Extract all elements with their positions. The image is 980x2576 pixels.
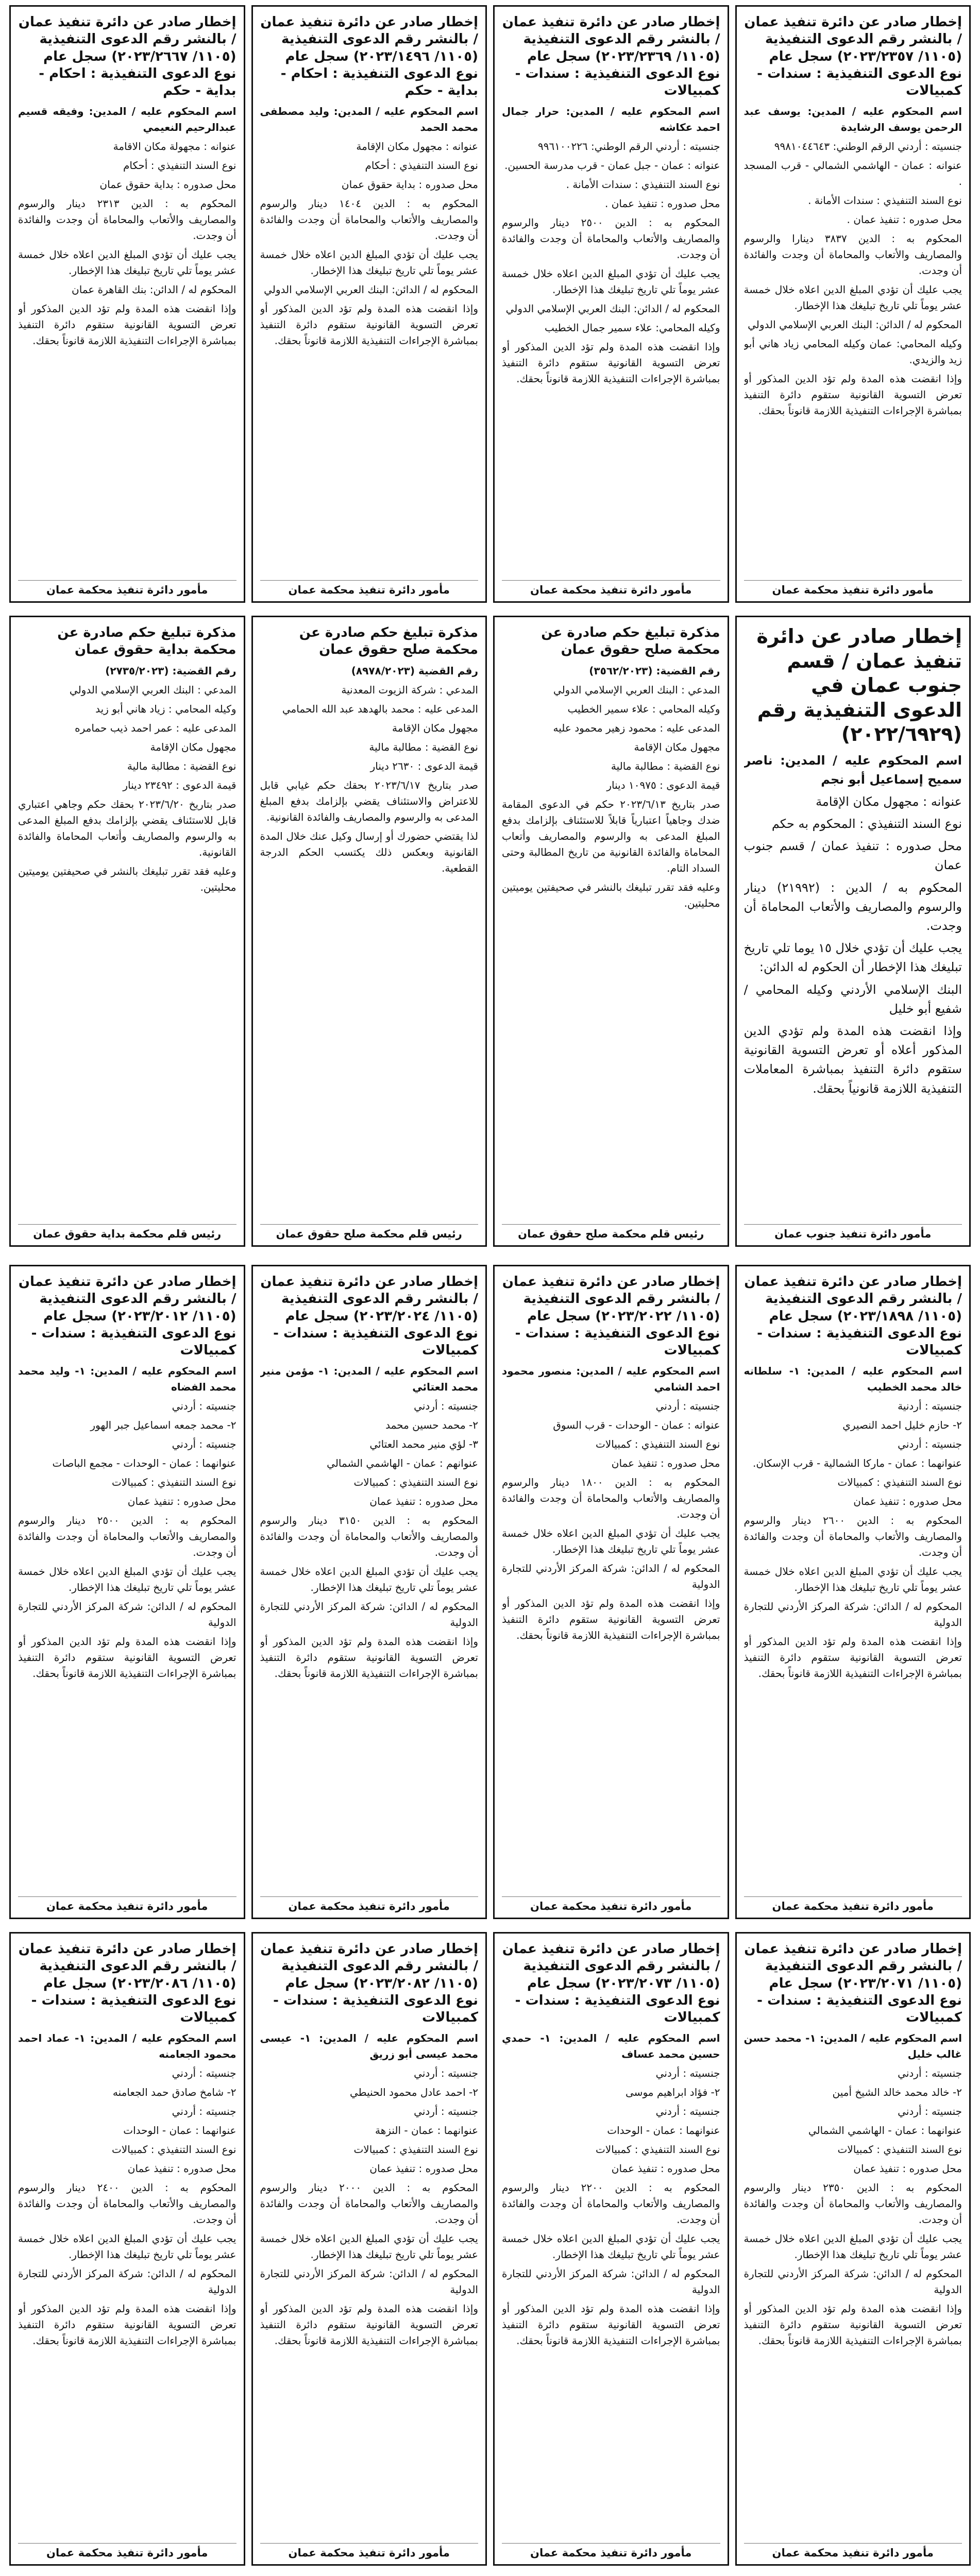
notice-line: جنسيته : أردني: [172, 1438, 236, 1451]
notice-line: المحكوم به : الدين ٣٨٣٧ دينارا والرسوم والمصاريف والأتعاب والمحاماة أن وجدت والفائدة أن وجدت.: [744, 232, 962, 277]
legal-notice: [9, 1932, 245, 2566]
notice-body: [18, 1363, 236, 1892]
legal-notice: [735, 5, 971, 603]
notice-line: يجب عليك أن تؤدي المبلغ الدين اعلاه خلال خمسة عشر يوماً تلي تاريخ تبليغك هذا الإخطار.: [744, 1565, 962, 1594]
notice-line: جنسيته : أردني: [172, 2067, 236, 2080]
notice-line: المحكوم به : الدين ٢٤٠٠ دينار والرسوم والمصاريف والأتعاب والمحاماة أن وجدت والفائدة أن وجدت.: [18, 2181, 236, 2226]
notice-signature: مأمور دائرة تنفيذ محكمة عمان: [18, 580, 236, 596]
notice-line: نوع السند التنفيذي : سندات الأمانة .: [808, 194, 962, 207]
notice-title: مذكرة تبليغ حكم صادرة عن محكمة صلح حقوق عمان: [299, 625, 478, 658]
notice-body: [260, 1363, 479, 1892]
legal-notice: [493, 5, 729, 603]
legal-notice: [9, 1265, 245, 1919]
notice-line: عنوانهم : عمان - الهاشمي الشمالي: [327, 1457, 478, 1470]
notice-line: وإذا انقضت هذه المدة ولم تؤد الدين المذكور أو تعرض التسوية القانونية ستقوم دائرة التنفيذ بمباشرة الإجراءات التنفيذية اللازمة قانوناً بحقك.: [744, 1635, 962, 1680]
notice-line: اسم المحكوم عليه / المدين: منصور محمود احمد الشامي: [502, 1365, 720, 1394]
notice-line: يجب عليك أن تؤدي المبلغ الدين اعلاه خلال خمسة عشر يوماً تلي تاريخ تبليغك هذا الإخطار.: [18, 248, 236, 277]
notice-line: المدعى عليه : عمر احمد ذيب حمامره: [75, 721, 236, 734]
notice-line: المحكوم به / الدين : (٢١٩٩٢) دينار والرسوم والمصاريف والأتعاب المحاماة أن وجدت.: [744, 880, 962, 933]
notice-line: محل صدوره : تنفيذ عمان .: [847, 213, 962, 226]
notice-signature: مأمور دائرة تنفيذ محكمة عمان: [744, 580, 962, 596]
notice-line: يجب عليك أن تؤدي المبلغ الدين اعلاه خلال خمسة عشر يوماً تلي تاريخ تبليغك هذا الإخطار.: [260, 248, 478, 277]
notice-line: جنسيته : أردني: [414, 2067, 478, 2080]
notice-line: صدر بتاريخ ٢٠٢٣/٦/١٧ بحقك حكم غيابي قابل للاعتراض والاستئناف يقضي بإلزامك بدفع المبلغ المدعى به والرسوم والمصاريف والفائدة القانونية.: [260, 778, 478, 823]
notice-line: المحكوم له / الدائن: شركة المركز الأردني للتجارة الدولية: [260, 2267, 478, 2296]
notice-line: وإذا انقضت هذه المدة ولم تؤد الدين المذكور أو تعرض التسوية القانونية ستقوم دائرة التنفيذ بمباشرة الإجراءات التنفيذية اللازمة قانوناً بحقك.: [502, 2302, 720, 2347]
notice-body: [502, 104, 720, 576]
notice-line: اسم المحكوم عليه / المدين: ١- سلطانه خالد محمد الخطيب: [744, 1365, 962, 1394]
notice-body: [744, 104, 962, 576]
notice-line: يجب عليك أن تؤدي المبلغ الدين اعلاه خلال خمسة عشر يوماً تلي تاريخ تبليغك هذا الإخطار.: [260, 2232, 478, 2261]
notice-line: وكيله المحامي : علاء سمير الخطيب: [567, 702, 720, 715]
legal-notice: [493, 1265, 729, 1919]
notice-line: عنوانهما : عمان - النزهة: [375, 2124, 478, 2137]
notice-body: [18, 104, 236, 576]
notice-title: مذكرة تبليغ حكم صادرة عن محكمة صلح حقوق عمان: [541, 625, 720, 658]
notice-line: يجب عليك أن تؤدي المبلغ الدين اعلاه خلال خمسة عشر يوماً تلي تاريخ تبليغك هذا الإخطار.: [18, 2232, 236, 2261]
notice-line: نوع القضية : مطالبة مالية: [369, 740, 478, 753]
notice-line: المدعي : البنك العربي الإسلامي الدولي: [553, 683, 720, 696]
notice-line: مجهول مكان الإقامة: [392, 721, 478, 734]
notice-line: نوع السند التنفيذي : كمبيالات: [111, 2143, 236, 2156]
notice-line: اسم المحكوم عليه / المدين: ١- عماد احمد محمود الجعامنه: [18, 2032, 236, 2061]
legal-notice: [735, 616, 971, 1247]
notice-signature: رئيس قلم محكمة صلح حقوق عمان: [260, 1224, 479, 1240]
notice-line: المدعي : شركة الزيوت المعدنية: [341, 683, 478, 696]
notice-title: إخطار صادر عن دائرة تنفيذ عمان / بالنشر رقم الدعوى التنفيذية (١١٠٥/ ٢٠٢٣/١٤٩٦) سجل عام نوع الدعوى التنفيذية : احكام - بداية - حكم: [260, 14, 478, 99]
notice-line: جنسيته : أردني: [898, 2105, 962, 2118]
notice-body: [502, 663, 720, 1220]
notice-line: نوع السند التنفيذي : المحكوم به حكم: [771, 817, 962, 832]
notice-body: [502, 1363, 720, 1892]
notice-line: اسم المحكوم عليه / المدين: ١- حمدي حسين محمد عساف: [502, 2032, 720, 2061]
notice-title: إخطار صادر عن دائرة تنفيذ عمان / بالنشر رقم الدعوى التنفيذية (١١٠٥/ ٢٠٢٣/٢٠٢٤) سجل عام نوع الدعوى التنفيذية : سندات - كمبيالات: [260, 1274, 478, 1359]
notice-line: نوع القضية : مطالبة مالية: [611, 759, 720, 772]
notice-line: عنوانه : مجهول مكان الإقامة: [816, 794, 962, 809]
notice-line: محل صدوره : تنفيذ عمان: [853, 2162, 962, 2175]
notice-line: جنسيته : أردني: [172, 2105, 236, 2118]
legal-notice: [735, 1265, 971, 1919]
notices-row-4: [9, 1932, 971, 2566]
notice-line: المحكوم به : الدين ١٨٠٠ دينار والرسوم والمصاريف والأتعاب والمحاماة أن وجدت والفائدة أن وجدت.: [502, 1476, 720, 1521]
notice-line: عنوانه : عمان - جبل عمان - قرب مدرسة الحسين.: [504, 159, 720, 172]
notice-signature: مأمور دائرة تنفيذ محكمة عمان: [260, 1896, 479, 1912]
notice-line: نوع السند التنفيذي : سندات الأمانة .: [566, 178, 720, 191]
notice-line: وعليه فقد تقرر تبليغك بالنشر في صحيفتين يوميتين محليتين.: [18, 865, 236, 893]
notice-title: إخطار صادر عن دائرة تنفيذ عمان / بالنشر رقم الدعوى التنفيذية (١١٠٥/ ٢٠٢٣/٢٣٥٧) سجل عام نوع الدعوى التنفيذية : سندات - كمبيالات: [744, 14, 962, 99]
notice-line: عنوانهما : عمان - الوحدات - مجمع الباصات: [52, 1457, 236, 1470]
notice-line: يجب عليك أن تؤدي المبلغ الدين اعلاه خلال خمسة عشر يوماً تلي تاريخ تبليغك هذا الإخطار.: [744, 2232, 962, 2261]
notice-line: ٢- محمد جمعه اسماعيل جبر الهور: [90, 1419, 236, 1432]
notice-line: وإذا انقضت هذه المدة ولم تؤد الدين المذكور أو تعرض التسوية القانونية ستقوم دائرة التنفيذ بمباشرة الإجراءات التنفيذية اللازمة قانوناً بحقك.: [18, 302, 236, 347]
notice-line: المحكوم به : الدين ٢٠٠٠ دينار والرسوم والمصاريف والأتعاب والمحاماة أن وجدت والفائدة أن وجدت.: [260, 2181, 478, 2226]
notice-line: ٣- لؤي منير محمد العتائي: [369, 1438, 478, 1451]
notice-line: المحكوم له / الدائن: البنك العربي الإسلامي الدولي: [748, 318, 962, 331]
notice-line: محل صدوره : تنفيذ عمان: [127, 2162, 236, 2175]
notice-line: محل صدوره : تنفيذ عمان: [611, 1457, 720, 1470]
notice-line: نوع السند التنفيذي : كمبيالات: [353, 2143, 478, 2156]
notices-row-1: [9, 5, 971, 603]
legal-notice: [493, 616, 729, 1247]
notice-body: [18, 663, 236, 1220]
notice-line: وإذا انقضت هذه المدة ولم تؤد الدين المذكور أو تعرض التسوية القانونية ستقوم دائرة التنفيذ بمباشرة الإجراءات التنفيذية اللازمة قانوناً بحقك.: [18, 2302, 236, 2347]
notice-line: قيمة الدعوى : ٢٦٣٠ دينار: [370, 759, 478, 772]
notice-line: يجب عليك أن تؤدي المبلغ الدين اعلاه خلال خمسة عشر يوماً تلي تاريخ تبليغك هذا الإخطار.: [502, 1527, 720, 1556]
notice-line: وإذا انقضت هذه المدة ولم تؤد الدين المذكور أو تعرض التسوية القانونية ستقوم دائرة التنفيذ بمباشرة الإجراءات التنفيذية اللازمة قانوناً بحقك.: [260, 302, 478, 347]
notice-body: [502, 2030, 720, 2539]
notice-line: نوع السند التنفيذي : أحكام: [365, 159, 478, 172]
notice-signature: رئيس قلم محكمة صلح حقوق عمان: [502, 1224, 720, 1240]
notice-line: ٢- حازم خليل احمد النصيري: [842, 1419, 962, 1432]
notice-line: المحكوم به : الدين ٢٦٠٠ دينار والرسوم والمصاريف والأتعاب والمحاماة أن وجدت والفائدة أن وجدت.: [744, 1514, 962, 1559]
notice-signature: مأمور دائرة تنفيذ محكمة عمان: [18, 2543, 236, 2559]
notice-line: المدعي : البنك العربي الإسلامي الدولي: [69, 683, 236, 696]
notice-body: [744, 2030, 962, 2539]
notice-line: وكيله المحامي: علاء سمير جمال الخطيب: [544, 321, 720, 334]
notice-title: إخطار صادر عن دائرة تنفيذ عمان / قسم جنوب عمان في الدعوى التنفيذية رقم (٢٠٢٢/٦٩٢٩): [756, 625, 962, 745]
notice-line: جنسيته : أردنية: [898, 1400, 962, 1413]
notice-line: صدر بتاريخ ٢٠٢٣/٦/١٣ حكم في الدعوى المقامة ضدك وجاهياً اعتبارياً قابلاً للاستئناف بإلزامك بدفع المبلغ المدعى به والرسوم والمصاريف وأتعاب المحاماة والفائدة القانونية من تاريخ المطالبة وحتى السداد التام.: [502, 798, 720, 874]
notice-line: المحكوم به : الدين ٢٥٠٠ دينار والرسوم والمصاريف والأتعاب والمحاماة أن وجدت والفائدة أن وجدت.: [18, 1514, 236, 1559]
newspaper-page: [9, 5, 971, 2576]
notice-line: نوع السند التنفيذي : كمبيالات: [837, 1476, 962, 1489]
notice-title: إخطار صادر عن دائرة تنفيذ عمان / بالنشر رقم الدعوى التنفيذية (١١٠٥/ ٢٠٢٣/٢٠١٢) سجل عام نوع الدعوى التنفيذية : سندات - كمبيالات: [18, 1274, 236, 1359]
notice-body: [744, 751, 962, 1221]
notice-line: محل صدوره : تنفيذ عمان: [853, 1495, 962, 1508]
notice-line: وإذا انقضت هذه المدة ولم تؤد الدين المذكور أو تعرض التسوية القانونية ستقوم دائرة التنفيذ بمباشرة الإجراءات التنفيذية اللازمة قانوناً بحقك.: [260, 1635, 478, 1680]
notice-line: المحكوم له / الدائن: شركة المركز الأردني للتجارة الدولية: [744, 1600, 962, 1629]
notice-line: وإذا انقضت هذه المدة ولم تؤد الدين المذكور أو تعرض التسوية القانونية ستقوم دائرة التنفيذ بمباشرة الإجراءات التنفيذية اللازمة قانوناً بحقك.: [260, 2302, 478, 2347]
notice-line: يجب عليك أن تؤدي المبلغ الدين اعلاه خلال خمسة عشر يوماً تلي تاريخ تبليغك هذا الإخطار.: [502, 2232, 720, 2261]
notice-line: المحكوم له / الدائن: شركة المركز الأردني للتجارة الدولية: [260, 1600, 478, 1629]
notices-row-2: [9, 616, 971, 1247]
notice-line: جنسيته : أردني: [655, 1400, 720, 1413]
notice-title: مذكرة تبليغ حكم صادرة عن محكمة بداية حقوق عمان: [57, 625, 236, 658]
notice-line: اسم المحكوم عليه / المدين: ناصر سميح إسماعيل أبو نجم: [744, 753, 962, 787]
notice-line: يجب عليك أن تؤدي المبلغ الدين اعلاه خلال خمسة عشر يوماً تلي تاريخ تبليغك هذا الإخطار.: [260, 1565, 478, 1594]
notice-signature: مأمور دائرة تنفيذ محكمة عمان: [260, 2543, 479, 2559]
notice-line: جنسيته : أردني: [414, 2105, 478, 2118]
notice-line: صدر بتاريخ ٢٠٢٣/٦/٢٠ بحقك حكم وجاهي اعتباري قابل للاستئناف يقضي بإلزامك بدفع المبلغ المدعى به والرسوم والمصاريف وأتعاب المحاماة والفائدة القانونية.: [18, 798, 236, 858]
notice-line: عنوانهما : عمان - الوحدات: [607, 2124, 720, 2137]
notice-line: لذا يقتضي حضورك أو إرسال وكيل عنك خلال المدة القانونية وبعكس ذلك يكتسب الحكم الدرجة القطعية.: [260, 829, 478, 874]
notice-line: مجهول مكان الإقامة: [634, 740, 720, 753]
notice-line: جنسيته : أردني: [898, 2067, 962, 2080]
notice-line: وإذا انقضت هذه المدة ولم تؤد الدين المذكور أو تعرض التسوية القانونية ستقوم دائرة التنفيذ بمباشرة الإجراءات التنفيذية اللازمة قانوناً بحقك.: [502, 341, 720, 385]
legal-notice: [9, 616, 245, 1247]
legal-notice: [9, 5, 245, 603]
notice-line: المحكوم به : الدين ١٤٠٤ دينار والرسوم والمصاريف والأتعاب والمحاماة أن وجدت والفائدة أن وجدت.: [260, 197, 478, 242]
notice-line: المحكوم له / الدائن: بنك القاهرة عمان: [72, 283, 236, 296]
notice-line: اسم المحكوم عليه / المدين: ١- عيسى محمد عيسى أبو زريق: [260, 2032, 478, 2061]
notice-line: المحكوم له / الدائن: شركة المركز الأردني للتجارة الدولية: [502, 1562, 720, 1591]
notice-line: اسم المحكوم عليه / المدين: حرار جمال احمد عكاشه: [502, 105, 720, 134]
notice-line: محل صدوره : تنفيذ عمان / قسم جنوب عمان: [744, 839, 962, 873]
notice-line: جنسيته : أردني الرقم الوطني: ٩٩٨١٠٤٤٦٤٣: [774, 140, 962, 153]
notice-line: المدعى عليه : محمد بالهدهد عبد الله الحمامي: [282, 702, 478, 715]
notice-line: البنك الإسلامي الأردني وكيله المحامي / شفيع أبو خليل: [744, 982, 962, 1016]
notice-signature: مأمور دائرة تنفيذ محكمة عمان: [744, 1896, 962, 1912]
notice-signature: مأمور دائرة تنفيذ محكمة عمان: [744, 2543, 962, 2559]
legal-notice: [251, 1265, 487, 1919]
legal-notice: [251, 616, 487, 1247]
notice-line: محل صدوره : تنفيذ عمان .: [605, 197, 720, 210]
notice-line: جنسيته : أردني الرقم الوطني: ٩٩٦١٠٠٢٢٦: [537, 140, 720, 153]
notice-line: وإذا انقضت هذه المدة ولم تؤد الدين المذكور أو تعرض التسوية القانونية ستقوم دائرة التنفيذ بمباشرة الإجراءات التنفيذية اللازمة قانوناً بحقك.: [744, 372, 962, 417]
notice-line: محل صدوره : بداية حقوق عمان: [99, 178, 236, 191]
notice-line: يجب عليك أن تؤدي خلال ١٥ يوما تلي تاريخ تبليغك هذا الإخطار أن الحكوم له الدائن:: [744, 941, 962, 975]
notice-signature: مأمور دائرة تنفيذ محكمة عمان: [502, 2543, 720, 2559]
notice-line: نوع السند التنفيذي : كمبيالات: [595, 2143, 720, 2156]
notice-line: المدعى عليه : محمود زهير محمود عليه: [553, 721, 720, 734]
notice-signature: مأمور دائرة تنفيذ محكمة عمان: [260, 580, 479, 596]
notice-line: يجب عليك أن تؤدي المبلغ الدين اعلاه خلال خمسة عشر يوماً تلي تاريخ تبليغك هذا الإخطار.: [18, 1565, 236, 1594]
notice-line: مجهول مكان الإقامة: [150, 740, 236, 753]
notice-line: عنوانه : مجهول مكان الإقامة: [356, 140, 478, 153]
notice-title: إخطار صادر عن دائرة تنفيذ عمان / بالنشر رقم الدعوى التنفيذية (١١٠٥/ ٢٠٢٣/٢٦٦٧) سجل عام نوع الدعوى التنفيذية : احكام - بداية - حكم: [18, 14, 236, 99]
notice-line: محل صدوره : تنفيذ عمان: [127, 1495, 236, 1508]
notice-title: إخطار صادر عن دائرة تنفيذ عمان / بالنشر رقم الدعوى التنفيذية (١١٠٥/ ٢٠٢٣/٢٠٢٢) سجل عام نوع الدعوى التنفيذية : سندات - كمبيالات: [502, 1274, 720, 1359]
notice-body: [18, 2030, 236, 2539]
notice-line: اسم المحكوم عليه / المدين: يوسف عبد الرحمن يوسف الرشايدة: [744, 105, 962, 134]
notice-signature: مأمور دائرة تنفيذ محكمة عمان: [502, 1896, 720, 1912]
notice-title: إخطار صادر عن دائرة تنفيذ عمان / بالنشر رقم الدعوى التنفيذية (١١٠٥/ ٢٠٢٣/٢٠٨٦) سجل عام نوع الدعوى التنفيذية : سندات - كمبيالات: [18, 1941, 236, 2026]
notice-line: اسم المحكوم عليه / المدين: ١- وليد محمد محمد الفضاه: [18, 1365, 236, 1394]
notice-line: وإذا انقضت هذه المدة ولم تؤد الدين المذكور أو تعرض التسوية القانونية ستقوم دائرة التنفيذ بمباشرة الإجراءات التنفيذية اللازمة قانوناً بحقك.: [502, 1597, 720, 1642]
notice-line: اسم المحكوم عليه / المدين: وفيقه قسيم عبدالرحيم النعيمي: [18, 105, 236, 134]
notice-line: المحكوم به : الدين ٢٣١٣ دينار والرسوم والمصاريف والأتعاب والمحاماة أن وجدت والفائدة أن وجدت.: [18, 197, 236, 242]
notice-body: [260, 2030, 479, 2539]
notice-line: وإذا انقضت هذه المدة ولم تؤدي الدين المذكور أعلاه أو تعرض التسوية القانونية ستقوم دائرة التنفيذ بمباشرة المعاملات التنفيذية اللازمة قانونياً بحقك.: [744, 1023, 962, 1096]
notice-line: المحكوم له / الدائن: البنك العربي الإسلامي الدولي: [264, 283, 478, 296]
notice-line: عنوانه : عمان - الوحدات - قرب السوق: [553, 1419, 720, 1432]
notice-line: جنسيته : أردني: [414, 1400, 478, 1413]
notice-line: محل صدوره : بداية حقوق عمان: [341, 178, 478, 191]
notice-line: ٢- احمد عادل محمود الحنيطي: [350, 2086, 478, 2099]
notice-line: المحكوم له / الدائن: شركة المركز الأردني للتجارة الدولية: [744, 2267, 962, 2296]
notice-line: عنوانهما : عمان - ماركا الشمالية - قرب الإسكان.: [752, 1457, 962, 1470]
notice-line: رقم القضية: (٣٥٦٢/٢٠٢٣): [589, 664, 720, 677]
notice-title: إخطار صادر عن دائرة تنفيذ عمان / بالنشر رقم الدعوى التنفيذية (١١٠٥/ ٢٠٢٣/٢٠٧٣) سجل عام نوع الدعوى التنفيذية : سندات - كمبيالات: [502, 1941, 720, 2026]
notice-line: عنوانه : مجهولة مكان الاقامة: [113, 140, 236, 153]
notice-line: نوع السند التنفيذي : أحكام: [123, 159, 236, 172]
notice-line: يجب عليك أن تؤدي المبلغ الدين اعلاه خلال خمسة عشر يوماً تلي تاريخ تبليغك هذا الإخطار.: [744, 283, 962, 312]
notice-line: ٢- خالد محمد خالد الشيخ أمين: [832, 2086, 962, 2099]
notice-line: اسم المحكوم عليه / المدين: ١- مؤمن منير محمد العتائي: [260, 1365, 478, 1394]
notice-signature: مأمور دائرة تنفيذ جنوب عمان: [744, 1224, 962, 1240]
notice-title: إخطار صادر عن دائرة تنفيذ عمان / بالنشر رقم الدعوى التنفيذية (١١٠٥/ ٢٠٢٣/١٨٩٨) سجل عام نوع الدعوى التنفيذية : سندات - كمبيالات: [744, 1274, 962, 1359]
notice-line: نوع السند التنفيذي : كمبيالات: [595, 1438, 720, 1451]
notice-line: جنسيته : أردني: [172, 1400, 236, 1413]
notice-line: ٢- شامخ صادق حمد الجعامنه: [112, 2086, 236, 2099]
notice-line: ٢- محمد حسين محمد: [385, 1419, 478, 1432]
notice-line: قيمة الدعوى : ١٠٩٧٥ دينار: [606, 778, 720, 791]
notice-line: رقم القضية: (٢٧٣٥/٢٠٢٣): [105, 664, 236, 677]
notice-signature: مأمور دائرة تنفيذ محكمة عمان: [502, 580, 720, 596]
notice-line: عنوانه : عمان - الهاشمي الشمالي - قرب المسجد .: [744, 159, 962, 188]
notice-line: ٢- فؤاد ابراهيم موسى: [626, 2086, 720, 2099]
notice-line: جنسيته : أردني: [898, 1438, 962, 1451]
notice-line: عنوانهما : عمان - الوحدات: [123, 2124, 236, 2137]
notice-body: [260, 104, 479, 576]
notice-line: محل صدوره : تنفيذ عمان: [369, 1495, 478, 1508]
legal-notice: [251, 1932, 487, 2566]
notice-line: جنسيته : أردني: [655, 2105, 720, 2118]
notice-line: المحكوم به : الدين ٢٥٠٠ دينار والرسوم والمصاريف والأتعاب والمحاماة أن وجدت والفائدة أن وجدت.: [502, 216, 720, 261]
notice-line: يجب عليك أن تؤدي المبلغ الدين اعلاه خلال خمسة عشر يوماً تلي تاريخ تبليغك هذا الإخطار.: [502, 267, 720, 296]
notice-line: المحكوم له / الدائن: شركة المركز الأردني للتجارة الدولية: [502, 2267, 720, 2296]
notice-line: رقم القضية (٨٩٧٨/٢٠٢٣): [351, 664, 478, 677]
notice-body: [260, 663, 479, 1220]
notice-line: نوع القضية : مطالبة مالية: [127, 759, 236, 772]
notice-line: نوع السند التنفيذي : كمبيالات: [837, 2143, 962, 2156]
notice-title: إخطار صادر عن دائرة تنفيذ عمان / بالنشر رقم الدعوى التنفيذية (١١٠٥/ ٢٠٢٣/٢٠٨٢) سجل عام نوع الدعوى التنفيذية : سندات - كمبيالات: [260, 1941, 478, 2026]
notices-row-3: [9, 1265, 971, 1919]
notice-line: اسم المحكوم عليه / المدين: وليد مصطفى محمد الحمد: [260, 105, 478, 134]
notice-line: وإذا انقضت هذه المدة ولم تؤد الدين المذكور أو تعرض التسوية القانونية ستقوم دائرة التنفيذ بمباشرة الإجراءات التنفيذية اللازمة قانوناً بحقك.: [744, 2302, 962, 2347]
notice-line: محل صدوره : تنفيذ عمان: [369, 2162, 478, 2175]
notice-line: محل صدوره : تنفيذ عمان: [611, 2162, 720, 2175]
legal-notice: [493, 1932, 729, 2566]
notice-line: قيمة الدعوى : ٢٣٤٩٢ دينار: [123, 778, 236, 791]
notice-signature: رئيس قلم محكمة بداية حقوق عمان: [18, 1224, 236, 1240]
notice-line: المحكوم به : الدين ٢٢٠٠ دينار والرسوم والمصاريف والأتعاب والمحاماة أن وجدت والفائدة أن وجدت.: [502, 2181, 720, 2226]
notice-body: [744, 1363, 962, 1892]
notice-line: جنسيته : أردني: [655, 2067, 720, 2080]
notice-line: اسم المحكوم عليه / المدين: ١- محمد حسن غالب خليل: [744, 2032, 962, 2061]
notice-line: وعليه فقد تقرر تبليغك بالنشر في صحيفتين يوميتين محليتين.: [502, 880, 720, 909]
notice-line: نوع السند التنفيذي : كمبيالات: [353, 1476, 478, 1489]
notice-line: المحكوم به : الدين ٣١٥٠ دينار والرسوم والمصاريف والأتعاب والمحاماة أن وجدت والفائدة أن وجدت.: [260, 1514, 478, 1559]
legal-notice: [251, 5, 487, 603]
notice-line: وكيله المحامي: عمان وكيله المحامي زياد هاني أبو زيد والزيدي.: [744, 337, 962, 366]
legal-notice: [735, 1932, 971, 2566]
notice-line: المحكوم به : الدين ٢٣٥٠ دينار والرسوم والمصاريف والأتعاب والمحاماة أن وجدت والفائدة أن وجدت.: [744, 2181, 962, 2226]
notice-line: وكيله المحامي : زياد هاني أبو زيد: [95, 702, 236, 715]
notice-line: وإذا انقضت هذه المدة ولم تؤد الدين المذكور أو تعرض التسوية القانونية ستقوم دائرة التنفيذ بمباشرة الإجراءات التنفيذية اللازمة قانوناً بحقك.: [18, 1635, 236, 1680]
notice-line: المحكوم له / الدائن: شركة المركز الأردني للتجارة الدولية: [18, 1600, 236, 1629]
notice-line: المحكوم له / الدائن: البنك العربي الإسلامي الدولي: [505, 302, 720, 315]
notice-signature: مأمور دائرة تنفيذ محكمة عمان: [18, 1896, 236, 1912]
notice-line: نوع السند التنفيذي : كمبيالات: [111, 1476, 236, 1489]
notice-line: عنوانهما : عمان - الهاشمي الشمالي: [808, 2124, 962, 2137]
notice-line: المحكوم له / الدائن: شركة المركز الأردني للتجارة الدولية: [18, 2267, 236, 2296]
notice-title: إخطار صادر عن دائرة تنفيذ عمان / بالنشر رقم الدعوى التنفيذية (١١٠٥/ ٢٠٢٣/٢٣٦٩) سجل عام نوع الدعوى التنفيذية : سندات - كمبيالات: [502, 14, 720, 99]
notice-title: إخطار صادر عن دائرة تنفيذ عمان / بالنشر رقم الدعوى التنفيذية (١١٠٥/ ٢٠٢٣/٢٠٧١) سجل عام نوع الدعوى التنفيذية : سندات - كمبيالات: [744, 1941, 962, 2026]
